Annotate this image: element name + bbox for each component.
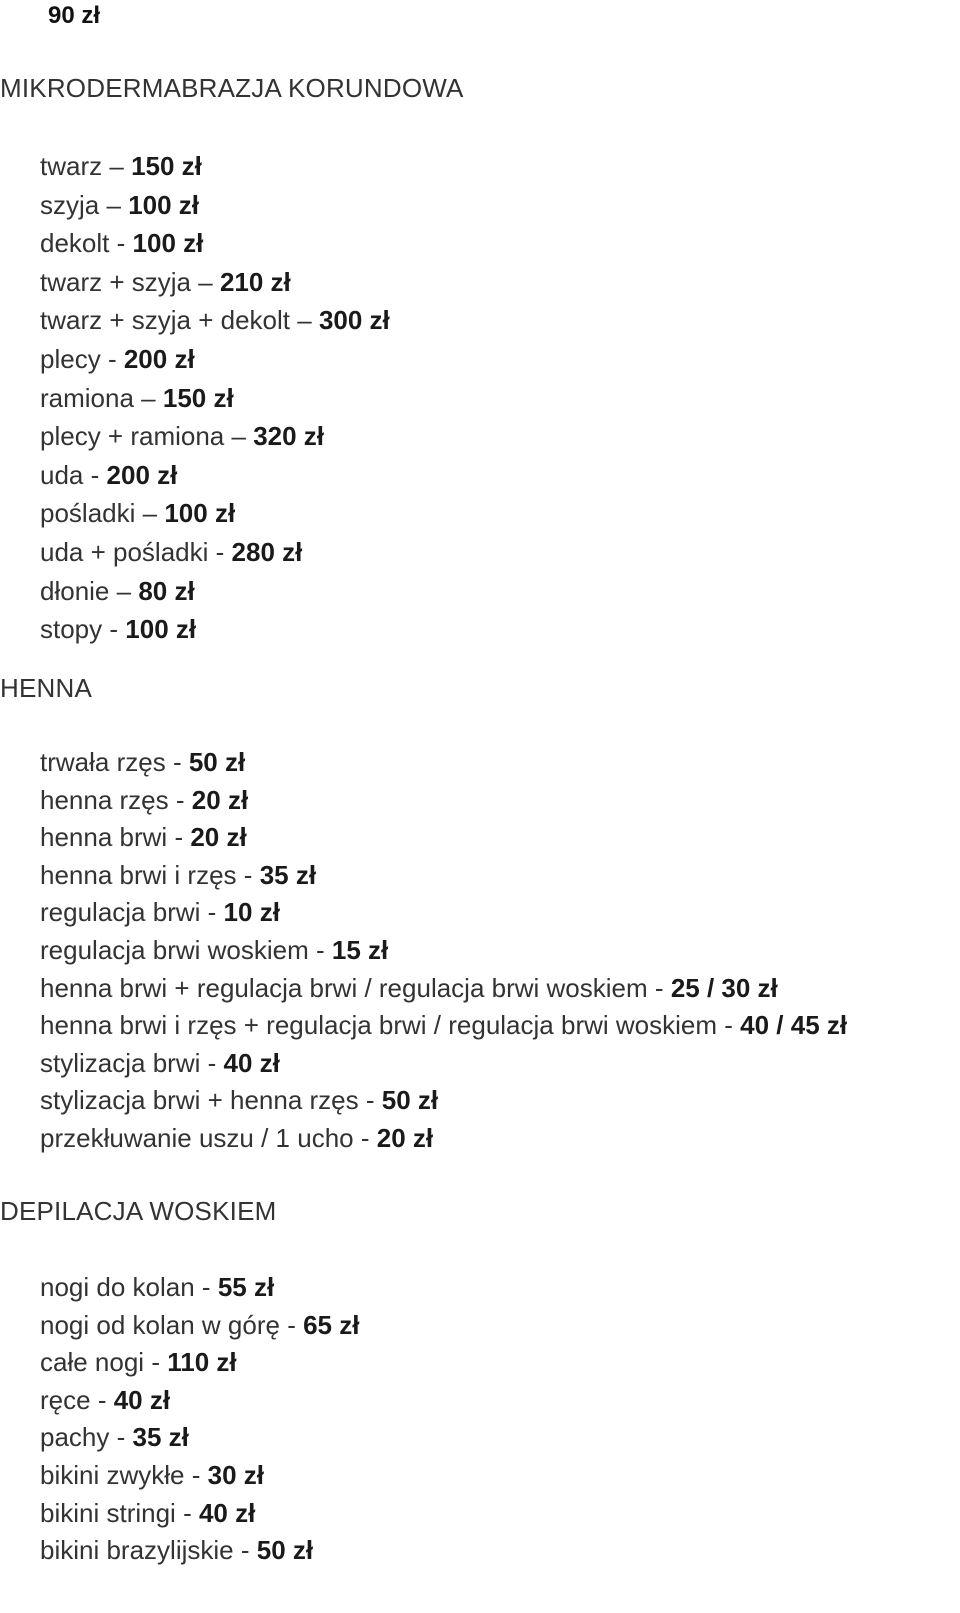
price-list-item (40, 533, 390, 572)
top-price: 90 zł (48, 2, 101, 29)
item-separator: - (724, 1010, 733, 1041)
price-list-item (40, 1307, 359, 1345)
price-list-item (40, 379, 390, 418)
price-list-item (40, 782, 847, 820)
price-list-item (40, 1082, 847, 1120)
item-label: dekolt (40, 228, 110, 259)
price-list-item (40, 857, 847, 895)
item-price: 40 zł (113, 1384, 171, 1415)
price-list-item (40, 340, 390, 379)
item-price: 100 zł (164, 498, 236, 529)
item-separator: - (151, 1347, 160, 1378)
item-separator: - (175, 784, 185, 815)
item-label: bikini zwykłe (40, 1459, 185, 1490)
price-list-item (40, 1007, 847, 1045)
item-separator: - (360, 1122, 370, 1153)
price-list-mikrodermabrazja (40, 147, 390, 649)
price-list-item (40, 932, 847, 970)
price-list-item (40, 744, 847, 782)
item-price: 300 zł (318, 305, 390, 336)
price-list-item (40, 1419, 359, 1457)
item-separator: - (191, 1459, 201, 1490)
item-label: nogi do kolan (40, 1272, 195, 1302)
section-heading-mikrodermabrazja: MIKRODERMABRAZJA KORUNDOWA (0, 73, 464, 103)
price-list-item (40, 1120, 847, 1158)
item-separator: - (109, 614, 119, 645)
item-separator: - (365, 1085, 375, 1116)
item-price: 20 zł (376, 1122, 434, 1153)
item-price: 30 zł (207, 1459, 265, 1490)
price-list-item (40, 456, 390, 495)
item-label: ręce (40, 1384, 91, 1415)
item-separator: – (142, 498, 158, 529)
item-price: 65 zł (303, 1309, 360, 1340)
item-price: 200 zł (106, 459, 178, 490)
item-label: plecy (40, 343, 101, 374)
item-label: trwała rzęs (40, 747, 166, 777)
item-separator: - (201, 1272, 211, 1302)
item-separator: – (198, 266, 213, 297)
item-price: 40 zł (198, 1497, 256, 1528)
item-separator: - (174, 822, 184, 853)
item-separator: - (240, 1535, 250, 1566)
item-label: ramiona (40, 382, 134, 413)
item-price: 55 zł (217, 1272, 275, 1302)
price-list-item (40, 1344, 359, 1382)
item-separator: – (231, 421, 246, 452)
price-list-item (40, 186, 390, 225)
item-separator: - (207, 897, 217, 928)
item-label: uda + pośladki (40, 536, 209, 567)
item-label: stylizacja brwi + henna rzęs (40, 1085, 359, 1116)
item-separator: – (297, 305, 312, 336)
item-separator: - (207, 1047, 217, 1078)
item-separator: – (141, 382, 156, 413)
price-list-henna (40, 744, 847, 1158)
price-list-item (40, 819, 847, 857)
item-separator: - (116, 1422, 126, 1453)
item-separator: - (215, 536, 225, 567)
item-separator: - (654, 972, 664, 1003)
item-label: stopy (40, 614, 103, 645)
item-separator: – (109, 151, 124, 181)
price-list-item (40, 494, 390, 533)
item-label: plecy + ramiona (40, 421, 225, 452)
price-list-item (40, 417, 390, 456)
item-separator: - (243, 859, 253, 890)
item-separator: - (287, 1309, 296, 1340)
price-list-item (40, 224, 390, 263)
item-label: regulacja brwi (40, 897, 201, 928)
item-separator: - (172, 747, 182, 777)
section-heading-henna: HENNA (0, 673, 93, 703)
item-price: 35 zł (132, 1422, 189, 1453)
price-list-item (40, 970, 847, 1008)
item-label: nogi od kolan w górę (40, 1309, 280, 1340)
item-separator: – (116, 575, 132, 606)
price-list-item (40, 1495, 359, 1533)
item-price: 40 zł (223, 1047, 280, 1078)
item-label: szyja (40, 189, 100, 220)
item-label: twarz + szyja (40, 266, 191, 297)
item-separator: - (116, 228, 126, 259)
item-price: 10 zł (223, 897, 280, 928)
price-list-item (40, 1045, 847, 1083)
price-list-item (40, 147, 390, 186)
item-price: 20 zł (190, 822, 247, 853)
item-price: 100 zł (132, 228, 204, 259)
price-list-item (40, 301, 390, 340)
item-price: 25 / 30 zł (670, 972, 778, 1003)
item-price: 15 zł (331, 934, 389, 965)
price-list-depilacja (40, 1269, 359, 1570)
item-price: 200 zł (123, 343, 195, 374)
item-price: 150 zł (162, 382, 234, 413)
item-label: henna brwi + regulacja brwi / regulacja brwi woskiem (40, 972, 648, 1003)
price-list-item (40, 572, 390, 611)
item-label: henna brwi i rzęs + regulacja brwi / regulacja brwi woskiem (40, 1010, 718, 1041)
item-label: twarz + szyja + dekolt (40, 305, 290, 336)
item-price: 35 zł (259, 859, 317, 890)
item-price: 210 zł (219, 266, 291, 297)
item-label: regulacja brwi woskiem (40, 934, 309, 965)
item-label: pośladki (40, 498, 136, 529)
item-price: 110 zł (167, 1347, 237, 1378)
item-label: przekłuwanie uszu / 1 ucho (40, 1122, 354, 1153)
price-list-item (40, 894, 847, 932)
price-list-item (40, 263, 390, 302)
item-label: bikini stringi (40, 1497, 176, 1528)
item-separator: - (107, 343, 117, 374)
item-price: 280 zł (231, 536, 303, 567)
price-list-item (40, 1269, 359, 1307)
item-label: pachy (40, 1422, 110, 1453)
item-price: 50 zł (256, 1535, 314, 1566)
item-price: 50 zł (188, 747, 246, 777)
price-list-item (40, 1457, 359, 1495)
item-price: 40 / 45 zł (740, 1010, 848, 1041)
item-label: henna rzęs (40, 784, 169, 815)
item-price: 150 zł (131, 151, 202, 181)
item-label: bikini brazylijskie (40, 1535, 234, 1566)
price-list-item (40, 610, 390, 649)
item-price: 100 zł (125, 614, 197, 645)
item-label: stylizacja brwi (40, 1047, 201, 1078)
item-label: całe nogi (40, 1347, 145, 1378)
item-label: henna brwi (40, 822, 168, 853)
section-heading-depilacja: DEPILACJA WOSKIEM (0, 1196, 277, 1226)
item-separator: - (90, 459, 100, 490)
item-label: dłonie (40, 575, 110, 606)
item-price: 80 zł (138, 575, 195, 606)
item-separator: – (106, 189, 121, 220)
item-separator: - (316, 934, 325, 965)
item-price: 100 zł (128, 189, 200, 220)
item-separator: - (97, 1384, 107, 1415)
item-label: henna brwi i rzęs (40, 859, 237, 890)
price-list-item (40, 1532, 359, 1570)
item-price: 320 zł (253, 421, 325, 452)
item-label: twarz (40, 151, 103, 181)
price-list-item (40, 1382, 359, 1420)
item-price: 50 zł (381, 1085, 439, 1116)
item-separator: - (183, 1497, 192, 1528)
item-price: 20 zł (191, 784, 249, 815)
item-label: uda (40, 459, 84, 490)
